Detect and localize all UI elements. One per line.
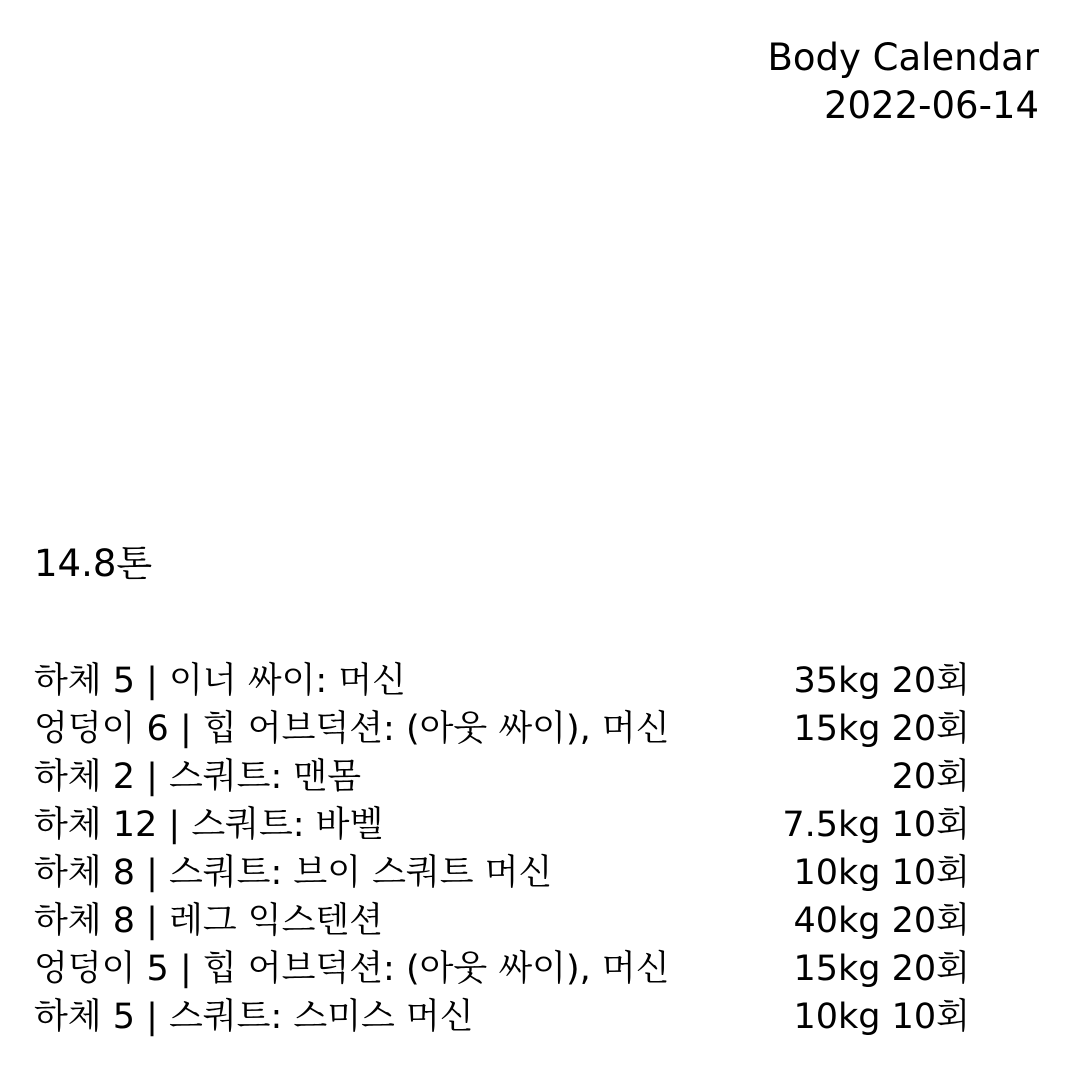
list-item	[34, 702, 970, 750]
exercise-value: 40kg 20회	[793, 901, 970, 941]
exercise-value: 10kg 10회	[793, 997, 970, 1037]
exercise-value: 35kg 20회	[793, 661, 970, 701]
exercise-name: 하체 8 | 스쿼트: 브이 스쿼트 머신	[34, 853, 553, 893]
exercise-list	[34, 654, 970, 1038]
app-title: Body Calendar	[767, 36, 1039, 79]
exercise-value: 7.5kg 10회	[782, 805, 970, 845]
list-item	[34, 846, 970, 894]
total-volume: 14.8톤	[34, 542, 153, 585]
exercise-name: 하체 2 | 스쿼트: 맨몸	[34, 757, 362, 797]
list-item	[34, 798, 970, 846]
exercise-value: 10kg 10회	[793, 853, 970, 893]
exercise-name: 하체 5 | 스쿼트: 스미스 머신	[34, 997, 474, 1037]
exercise-name: 하체 5 | 이너 싸이: 머신	[34, 661, 406, 701]
header	[767, 34, 1039, 130]
exercise-name: 엉덩이 5 | 힙 어브덕션: (아웃 싸이), 머신	[34, 949, 670, 989]
exercise-name: 하체 12 | 스쿼트: 바벨	[34, 805, 384, 845]
date-label: 2022-06-14	[823, 84, 1039, 127]
exercise-value: 20회	[891, 757, 970, 797]
list-item	[34, 654, 970, 702]
list-item	[34, 942, 970, 990]
exercise-name: 하체 8 | 레그 익스텐션	[34, 901, 384, 941]
list-item	[34, 990, 970, 1038]
list-item	[34, 894, 970, 942]
list-item	[34, 750, 970, 798]
exercise-value: 15kg 20회	[793, 709, 970, 749]
exercise-name: 엉덩이 6 | 힙 어브덕션: (아웃 싸이), 머신	[34, 709, 670, 749]
exercise-value: 15kg 20회	[793, 949, 970, 989]
